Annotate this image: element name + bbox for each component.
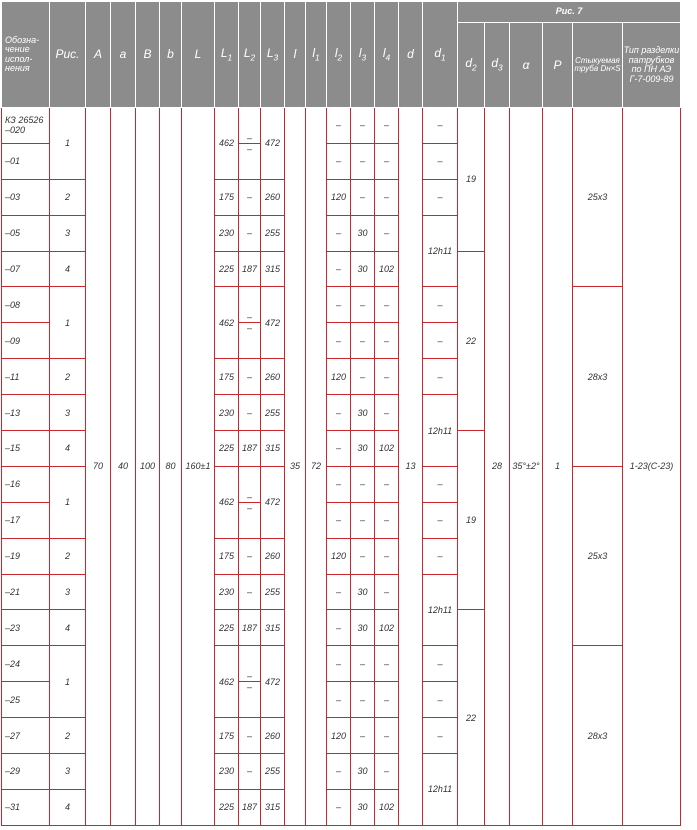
l3-cell: – bbox=[351, 179, 375, 215]
L1-cell: 230 bbox=[215, 754, 239, 790]
designation-cell: –23 bbox=[2, 610, 50, 646]
l4-cell: – bbox=[375, 754, 399, 790]
l2-cell: 120 bbox=[327, 359, 351, 395]
l3-cell: – bbox=[351, 502, 375, 538]
L1-cell: 225 bbox=[215, 789, 239, 825]
d1-cell: 12h11 bbox=[423, 754, 458, 826]
l2-cell: – bbox=[327, 754, 351, 790]
l4-cell: – bbox=[375, 646, 399, 682]
L2-cell: – bbox=[239, 574, 261, 610]
L2-cell: – bbox=[239, 395, 261, 431]
l3-cell: 30 bbox=[351, 215, 375, 251]
l4-cell: – bbox=[375, 574, 399, 610]
l2-cell: 120 bbox=[327, 179, 351, 215]
d1-cell: – bbox=[423, 538, 458, 574]
fig-cell: 1 bbox=[50, 108, 86, 180]
pipe-cell: 28x3 bbox=[573, 287, 623, 466]
d1-cell: – bbox=[423, 179, 458, 215]
l4-cell: – bbox=[375, 682, 399, 718]
fig-cell: 3 bbox=[50, 754, 86, 790]
l2-cell: 120 bbox=[327, 538, 351, 574]
l4-cell: 102 bbox=[375, 251, 399, 287]
L2-cell: 187 bbox=[239, 610, 261, 646]
table-row bbox=[2, 108, 681, 144]
l3-cell: – bbox=[351, 646, 375, 682]
designation-cell: –09 bbox=[2, 323, 50, 359]
d2-cell: 22 bbox=[458, 610, 485, 825]
d1-cell: – bbox=[423, 682, 458, 718]
d1-cell: – bbox=[423, 108, 458, 144]
L2-cell: 187 bbox=[239, 789, 261, 825]
l2-cell: – bbox=[327, 682, 351, 718]
l4-cell: 102 bbox=[375, 431, 399, 467]
L1-cell: 175 bbox=[215, 538, 239, 574]
l3-cell: – bbox=[351, 718, 375, 754]
L2-cell: – bbox=[239, 359, 261, 395]
l3-cell: – bbox=[351, 287, 375, 323]
shared-B-cell: 100 bbox=[136, 108, 160, 826]
L3-cell: 315 bbox=[261, 789, 285, 825]
header-groove: Тип разделки патрубков по ПН АЭ Г-7-009-89 bbox=[623, 23, 681, 108]
header-d: d bbox=[399, 2, 423, 108]
L1-cell: 230 bbox=[215, 574, 239, 610]
designation-cell: –19 bbox=[2, 538, 50, 574]
l4-cell: – bbox=[375, 108, 399, 144]
L1-cell: 175 bbox=[215, 179, 239, 215]
L3-cell: 255 bbox=[261, 754, 285, 790]
header-d1: $d_1$ bbox=[423, 2, 458, 108]
header-fig: Рис. bbox=[50, 2, 86, 108]
l3-cell: – bbox=[351, 466, 375, 502]
l2-cell: – bbox=[327, 395, 351, 431]
l4-cell: – bbox=[375, 323, 399, 359]
l4-cell: 102 bbox=[375, 610, 399, 646]
designation-cell: –21 bbox=[2, 574, 50, 610]
shared-d-cell: 13 bbox=[399, 108, 423, 826]
L3-cell: 255 bbox=[261, 395, 285, 431]
l3-cell: 30 bbox=[351, 610, 375, 646]
d1-cell: – bbox=[423, 466, 458, 502]
L1-cell: 230 bbox=[215, 215, 239, 251]
designation-cell: –03 bbox=[2, 179, 50, 215]
l2-cell: – bbox=[327, 108, 351, 144]
l2-cell: – bbox=[327, 287, 351, 323]
L2-cell: – – bbox=[239, 287, 261, 359]
designation-cell: –05 bbox=[2, 215, 50, 251]
L1-cell: 462 bbox=[215, 466, 239, 538]
L1-cell: 230 bbox=[215, 395, 239, 431]
fig-cell: 1 bbox=[50, 646, 86, 718]
pipe-cell: 25x3 bbox=[573, 108, 623, 287]
header-d2: $d_2$ bbox=[458, 23, 485, 108]
shared-l-cell: 35 bbox=[285, 108, 306, 826]
L1-cell: 175 bbox=[215, 718, 239, 754]
shared-L-cell: 160±1 bbox=[182, 108, 215, 826]
l4-cell: – bbox=[375, 359, 399, 395]
l4-cell: – bbox=[375, 538, 399, 574]
l2-cell: – bbox=[327, 323, 351, 359]
header-l2: $l_2$ bbox=[327, 2, 351, 108]
header-pipe: Стыкуемая труба Dн×S bbox=[573, 23, 623, 108]
L1-cell: 462 bbox=[215, 287, 239, 359]
l2-cell: – bbox=[327, 502, 351, 538]
fig-cell: 2 bbox=[50, 359, 86, 395]
L2-cell: – – bbox=[239, 466, 261, 538]
l2-cell: – bbox=[327, 646, 351, 682]
shared-l1-cell: 72 bbox=[306, 108, 327, 826]
fig-cell: 2 bbox=[50, 718, 86, 754]
L1-cell: 225 bbox=[215, 251, 239, 287]
shared-a-cell: 40 bbox=[111, 108, 136, 826]
shared-groove-cell: 1-23(С-23) bbox=[623, 108, 681, 826]
L2-cell: – – bbox=[239, 108, 261, 180]
L2-cell: 187 bbox=[239, 251, 261, 287]
l4-cell: – bbox=[375, 502, 399, 538]
designation-cell: –29 bbox=[2, 754, 50, 790]
l2-cell: – bbox=[327, 143, 351, 179]
header-L2: $L_2$ bbox=[239, 2, 261, 108]
fig-cell: 2 bbox=[50, 179, 86, 215]
header-l4: $l_4$ bbox=[375, 2, 399, 108]
L2-cell: – – bbox=[239, 646, 261, 718]
l3-cell: – bbox=[351, 143, 375, 179]
fig-cell: 4 bbox=[50, 251, 86, 287]
d2-cell: 19 bbox=[458, 431, 485, 610]
L3-cell: 260 bbox=[261, 538, 285, 574]
l2-cell: – bbox=[327, 466, 351, 502]
l2-cell: – bbox=[327, 431, 351, 467]
fig-cell: 4 bbox=[50, 789, 86, 825]
designation-cell: –15 bbox=[2, 431, 50, 467]
header-l1: $l_1$ bbox=[306, 2, 327, 108]
table-body bbox=[2, 108, 681, 826]
l4-cell: – bbox=[375, 143, 399, 179]
header-L: L bbox=[182, 2, 215, 108]
designation-cell: –24 bbox=[2, 646, 50, 682]
L2-cell: 187 bbox=[239, 431, 261, 467]
spec-table bbox=[1, 1, 681, 826]
d2-cell: 22 bbox=[458, 251, 485, 430]
l3-cell: 30 bbox=[351, 754, 375, 790]
designation-cell: –13 bbox=[2, 395, 50, 431]
L2-cell: – bbox=[239, 538, 261, 574]
pipe-cell: 28x3 bbox=[573, 646, 623, 825]
l4-cell: – bbox=[375, 215, 399, 251]
l3-cell: 30 bbox=[351, 574, 375, 610]
l4-cell: 102 bbox=[375, 789, 399, 825]
shared-A-cell: 70 bbox=[86, 108, 111, 826]
shared-alpha-cell: 35°±2° bbox=[510, 108, 543, 826]
designation-cell: –01 bbox=[2, 143, 50, 179]
d2-cell: 19 bbox=[458, 108, 485, 252]
designation-cell: –11 bbox=[2, 359, 50, 395]
designation-cell: –31 bbox=[2, 789, 50, 825]
L3-cell: 315 bbox=[261, 251, 285, 287]
header-designation: Обозна-чение испол-нения bbox=[2, 2, 50, 108]
d1-cell: 12h11 bbox=[423, 395, 458, 467]
l3-cell: – bbox=[351, 682, 375, 718]
d1-cell: 12h11 bbox=[423, 574, 458, 646]
L2-cell: – bbox=[239, 754, 261, 790]
header-fig7: Рис. 7 bbox=[458, 2, 681, 23]
l3-cell: 30 bbox=[351, 431, 375, 467]
l4-cell: – bbox=[375, 287, 399, 323]
header-b: b bbox=[160, 2, 182, 108]
l2-cell: – bbox=[327, 610, 351, 646]
header-L1: $L_1$ bbox=[215, 2, 239, 108]
fig-cell: 3 bbox=[50, 395, 86, 431]
l3-cell: 30 bbox=[351, 251, 375, 287]
header-L3: $L_3$ bbox=[261, 2, 285, 108]
L1-cell: 225 bbox=[215, 431, 239, 467]
l3-cell: – bbox=[351, 323, 375, 359]
header-P: P bbox=[543, 23, 573, 108]
L3-cell: 315 bbox=[261, 431, 285, 467]
L3-cell: 472 bbox=[261, 466, 285, 538]
designation-cell: –08 bbox=[2, 287, 50, 323]
L3-cell: 472 bbox=[261, 108, 285, 180]
l4-cell: – bbox=[375, 179, 399, 215]
L3-cell: 260 bbox=[261, 718, 285, 754]
designation-cell: КЗ 26526 –020 bbox=[2, 108, 50, 144]
d1-cell: – bbox=[423, 143, 458, 179]
L2-cell: – bbox=[239, 215, 261, 251]
L3-cell: 255 bbox=[261, 215, 285, 251]
designation-cell: –16 bbox=[2, 466, 50, 502]
header-A: A bbox=[86, 2, 111, 108]
l3-cell: – bbox=[351, 538, 375, 574]
l3-cell: 30 bbox=[351, 395, 375, 431]
L2-cell: – bbox=[239, 179, 261, 215]
L3-cell: 260 bbox=[261, 359, 285, 395]
l2-cell: – bbox=[327, 215, 351, 251]
shared-P-cell: 1 bbox=[543, 108, 573, 826]
designation-cell: –17 bbox=[2, 502, 50, 538]
d1-cell: 12h11 bbox=[423, 215, 458, 287]
fig-cell: 4 bbox=[50, 431, 86, 467]
l2-cell: 120 bbox=[327, 718, 351, 754]
l4-cell: – bbox=[375, 466, 399, 502]
fig-cell: 3 bbox=[50, 574, 86, 610]
fig-cell: 3 bbox=[50, 215, 86, 251]
fig-cell: 4 bbox=[50, 610, 86, 646]
l2-cell: – bbox=[327, 789, 351, 825]
L1-cell: 175 bbox=[215, 359, 239, 395]
l3-cell: 30 bbox=[351, 789, 375, 825]
L3-cell: 255 bbox=[261, 574, 285, 610]
header-d3: $d_3$ bbox=[485, 23, 510, 108]
d1-cell: – bbox=[423, 323, 458, 359]
l3-cell: – bbox=[351, 108, 375, 144]
designation-cell: –25 bbox=[2, 682, 50, 718]
fig-cell: 1 bbox=[50, 466, 86, 538]
l2-cell: – bbox=[327, 251, 351, 287]
d1-cell: – bbox=[423, 718, 458, 754]
L1-cell: 462 bbox=[215, 646, 239, 718]
d1-cell: – bbox=[423, 502, 458, 538]
L3-cell: 472 bbox=[261, 646, 285, 718]
d1-cell: – bbox=[423, 287, 458, 323]
L3-cell: 315 bbox=[261, 610, 285, 646]
designation-cell: –27 bbox=[2, 718, 50, 754]
L1-cell: 225 bbox=[215, 610, 239, 646]
d1-cell: – bbox=[423, 359, 458, 395]
l4-cell: – bbox=[375, 718, 399, 754]
fig-cell: 1 bbox=[50, 287, 86, 359]
designation-cell: –07 bbox=[2, 251, 50, 287]
l3-cell: – bbox=[351, 359, 375, 395]
shared-b-cell: 80 bbox=[160, 108, 182, 826]
d1-cell: – bbox=[423, 646, 458, 682]
pipe-cell: 25x3 bbox=[573, 466, 623, 645]
fig-cell: 2 bbox=[50, 538, 86, 574]
header-l3: $l_3$ bbox=[351, 2, 375, 108]
l4-cell: – bbox=[375, 395, 399, 431]
header-a: a bbox=[111, 2, 136, 108]
L3-cell: 472 bbox=[261, 287, 285, 359]
l2-cell: – bbox=[327, 574, 351, 610]
L1-cell: 462 bbox=[215, 108, 239, 180]
L2-cell: – bbox=[239, 718, 261, 754]
shared-d3-cell: 28 bbox=[485, 108, 510, 826]
header-B: B bbox=[136, 2, 160, 108]
header-l: l bbox=[285, 2, 306, 108]
L3-cell: 260 bbox=[261, 179, 285, 215]
header-alpha: α bbox=[510, 23, 543, 108]
